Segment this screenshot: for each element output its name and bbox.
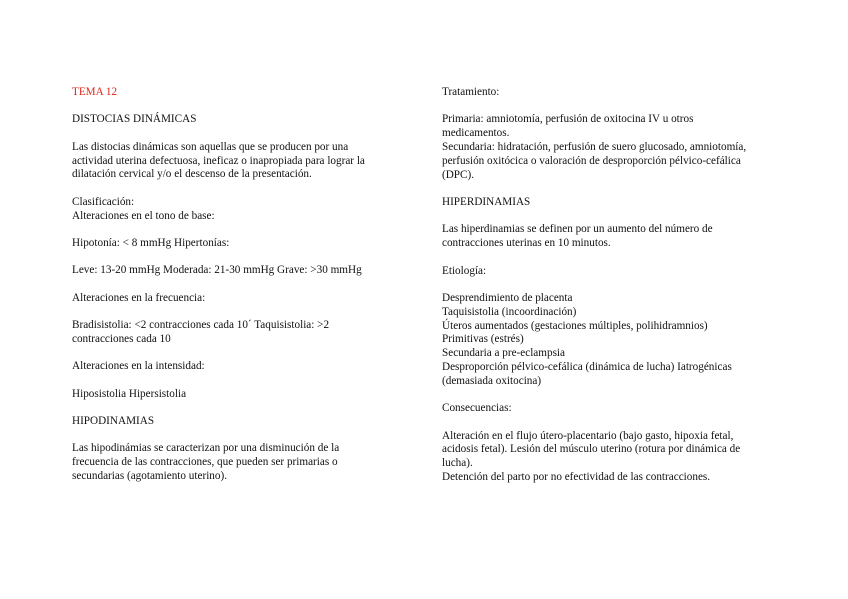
list-item: Secundaria a pre-eclampsia [442,347,565,360]
text-line: medicamentos. [442,127,510,140]
text-line: contracciones cada 10 [72,332,171,345]
right-column [442,86,782,498]
text-line: (DPC). [442,168,475,181]
topic-label: TEMA 12 [72,86,118,98]
hypo-paragraph [72,442,402,483]
text-line: lucha). [442,457,473,470]
list-item: (demasiada oxitocina) [442,374,542,387]
section-title-hipodinamias: HIPODINAMIAS [72,415,155,428]
text-line: perfusión oxitócica o valoración de desproporción pélvico-cefálica [442,154,741,167]
list-item: Desprendimiento de placenta [442,291,573,304]
text-line: Alteración en el flujo útero-placentario (bajo gasto, hipoxia fetal, [442,429,734,442]
section-title-distocias: DISTOCIAS DINÁMICAS [72,113,197,126]
list-item: Taquisistolia (incoordinación) [442,305,577,318]
left-column [72,86,402,497]
classification-paragraph [72,196,402,224]
frequency-paragraph [72,319,402,347]
text-line: frecuencia de las contracciones, que pueden ser primarias o [72,456,338,469]
text-line: actividad uterina defectuosa, ineficaz o inapropiada para lograr la [72,154,365,167]
text-line: dilatación cervical y/o el descenso de la presentación. [72,168,312,181]
list-item: Primitivas (estrés) [442,333,524,346]
etiology-heading: Etiología: [442,264,487,277]
hyper-paragraph [442,223,782,251]
intensity-heading: Alteraciones en la intensidad: [72,360,205,373]
text-line: Clasificación: [72,195,135,208]
consequences-paragraph [442,430,782,485]
tone-grades: Leve: 13-20 mmHg Moderada: 21-30 mmHg Grave: >30 mmHg [72,264,362,277]
text-line: Las hiperdinamias se definen por un aumento del número de [442,223,713,236]
list-item: Úteros aumentados (gestaciones múltiples, polihidramnios) [442,319,708,332]
text-line: acidosis fetal). Lesión del músculo uterino (rotura por dinámica de [442,443,741,456]
frequency-heading: Alteraciones en la frecuencia: [72,291,206,304]
text-line: Detención del parto por no efectividad de las contracciones. [442,470,711,483]
tone-types: Hipotonía: < 8 mmHg Hipertonías: [72,236,230,249]
text-line: secundarias (agotamiento uterino). [72,470,228,483]
text-line: Alteraciones en el tono de base: [72,209,215,222]
text-line: Las distocias dinámicas son aquellas que se producen por una [72,140,349,153]
treatment-heading: Tratamiento: [442,86,500,98]
intensity-types: Hiposistolia Hipersistolia [72,387,187,400]
consequences-heading: Consecuencias: [442,402,512,415]
list-item: Desproporción pélvico-cefálica (dinámica de lucha) Iatrogénicas [442,360,732,373]
text-line: Bradisistolia: <2 contracciones cada 10´ Taquisistolia: >2 [72,319,330,332]
text-line: contracciones uterinas en 10 minutos. [442,237,611,250]
text-line: Las hipodinámias se caracterizan por una disminución de la [72,442,340,455]
intro-paragraph [72,141,402,182]
treatment-paragraph [442,113,782,182]
text-line: Secundaria: hidratación, perfusión de suero glucosado, amniotomía, [442,140,747,153]
etiology-list [442,292,782,389]
text-line: Primaria: amniotomía, perfusión de oxitocina IV u otros [442,113,694,126]
section-title-hiperdinamias: HIPERDINAMIAS [442,195,531,208]
